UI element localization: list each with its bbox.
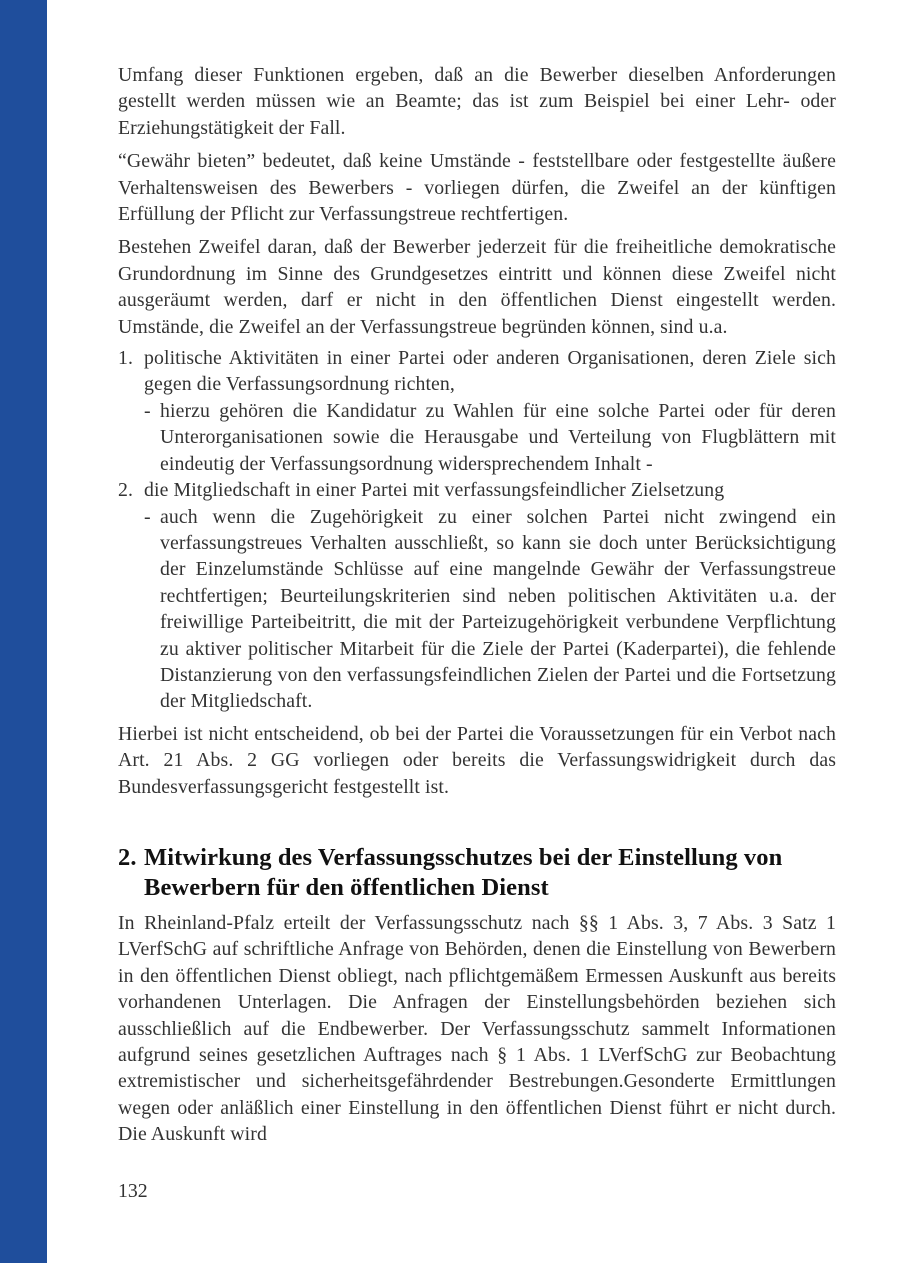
document-page (118, 62, 836, 1148)
paragraph-5: In Rheinland-Pfalz erteilt der Verfassungsschutz nach §§ 1 Abs. 3, 7 Abs. 3 Satz 1 LVerfSchG auf schriftliche Anfrage von Behörden, denen die Einstellung von Bewerbern in den öffentlichen Dienst obliegt, nach pflichtgemäßem Ermessen Auskunft aus bereits vorhandenen Unterlagen. Die Anfragen der Einstellungsbehörden beziehen sich ausschließlich auf die Endbewerber. Der Verfassungsschutz sammelt Informationen aufgrund seines gesetzlichen Auftrages nach § 1 Abs. 1 LVerfSchG zur Beobachtung extremistischer und sicherheitsgefährdender Bestrebungen.Gesonderte Ermittlungen wegen oder anläßlich einer Einstellung in den öffentlichen Dienst führt er nicht durch. Die Auskunft wird (118, 911, 836, 1146)
criteria-list (118, 345, 836, 715)
subpoint-dash: - (144, 505, 151, 528)
section-heading (118, 843, 836, 904)
page-number: 132 (118, 1180, 148, 1202)
list-item-number: 2. (118, 479, 134, 502)
subpoint-text: hierzu gehören die Kandidatur zu Wahlen für eine solche Partei oder für deren Unterorganisationen sowie die Herausgabe und Verteilung von Flugblättern mit eindeutig der Verfassungsordnung widersprechendem Inhalt - (160, 399, 836, 475)
list-item-text: die Mitgliedschaft in einer Partei mit verfassungsfeindlicher Zielsetzung (144, 479, 725, 502)
paragraph-1: Umfang dieser Funktionen ergeben, daß an die Bewerber dieselben Anforderungen gestellt werden müssen wie an Beamte; das ist zum Beispiel bei einer Lehr- oder Erziehungstätigkeit der Fall. (118, 64, 836, 139)
list-item (118, 477, 836, 715)
subpoint-text: auch wenn die Zugehörigkeit zu einer solchen Partei nicht zwingend ein verfassungstreues Verhalten ausschließt, so kann sie doch unter Berücksichtigung der Einzelumstände Schlüsse auf eine mangelnde Gewähr der Verfassungstreue rechtfertigen; Beurteilungskriterien sind neben politischen Aktivitäten u.a. der freiwillige Parteibeitritt, die mit der Parteizugehörigkeit verbundene Verpflichtung zu aktiver politischer Mitarbeit für die Ziele der Partei (Kaderpartei), die fehlende Distanzierung von den verfassungsfeindlichen Zielen der Partei und die Fortsetzung der Mitgliedschaft. (160, 505, 836, 713)
list-item (118, 345, 836, 477)
list-item-subpoint (144, 504, 836, 715)
page-edge-bar (0, 0, 47, 1263)
paragraph-4: Hierbei ist nicht entscheidend, ob bei der Partei die Voraussetzungen für ein Verbot nach Art. 21 Abs. 2 GG vorliegen oder bereits die Verfassungswidrigkeit durch das Bundesverfassungsgericht festgestellt ist. (118, 722, 836, 798)
section-heading-number: 2. (118, 843, 137, 871)
list-item-subpoint (144, 398, 836, 477)
section-heading-text: Mitwirkung des Verfassungsschutzes bei der Einstellung von Bewerbern für den öffentlichen Dienst (144, 843, 783, 902)
paragraph-2: “Gewähr bieten” bedeutet, daß keine Umstände - feststellbare oder festgestellte äußere Verhaltensweisen des Bewerbers - vorliegen dürfen, die Zweifel an der künftigen Erfüllung der Pflicht zur Verfassungstreue rechtfertigen. (118, 150, 836, 226)
paragraph-3: Bestehen Zweifel daran, daß der Bewerber jederzeit für die freiheitliche demokratische Grundordnung im Sinne des Grundgesetzes eintritt und können diese Zweifel nicht ausgeräumt werden, darf er nicht in den öffentlichen Dienst eingestellt werden. Umstände, die Zweifel an der Verfassungstreue begründen können, sind u.a. (118, 236, 836, 338)
subpoint-dash: - (144, 399, 151, 422)
list-item-text: politische Aktivitäten in einer Partei oder anderen Organisationen, deren Ziele sich gegen die Verfassungsordnung richten, (144, 347, 836, 396)
list-item-number: 1. (118, 347, 134, 370)
